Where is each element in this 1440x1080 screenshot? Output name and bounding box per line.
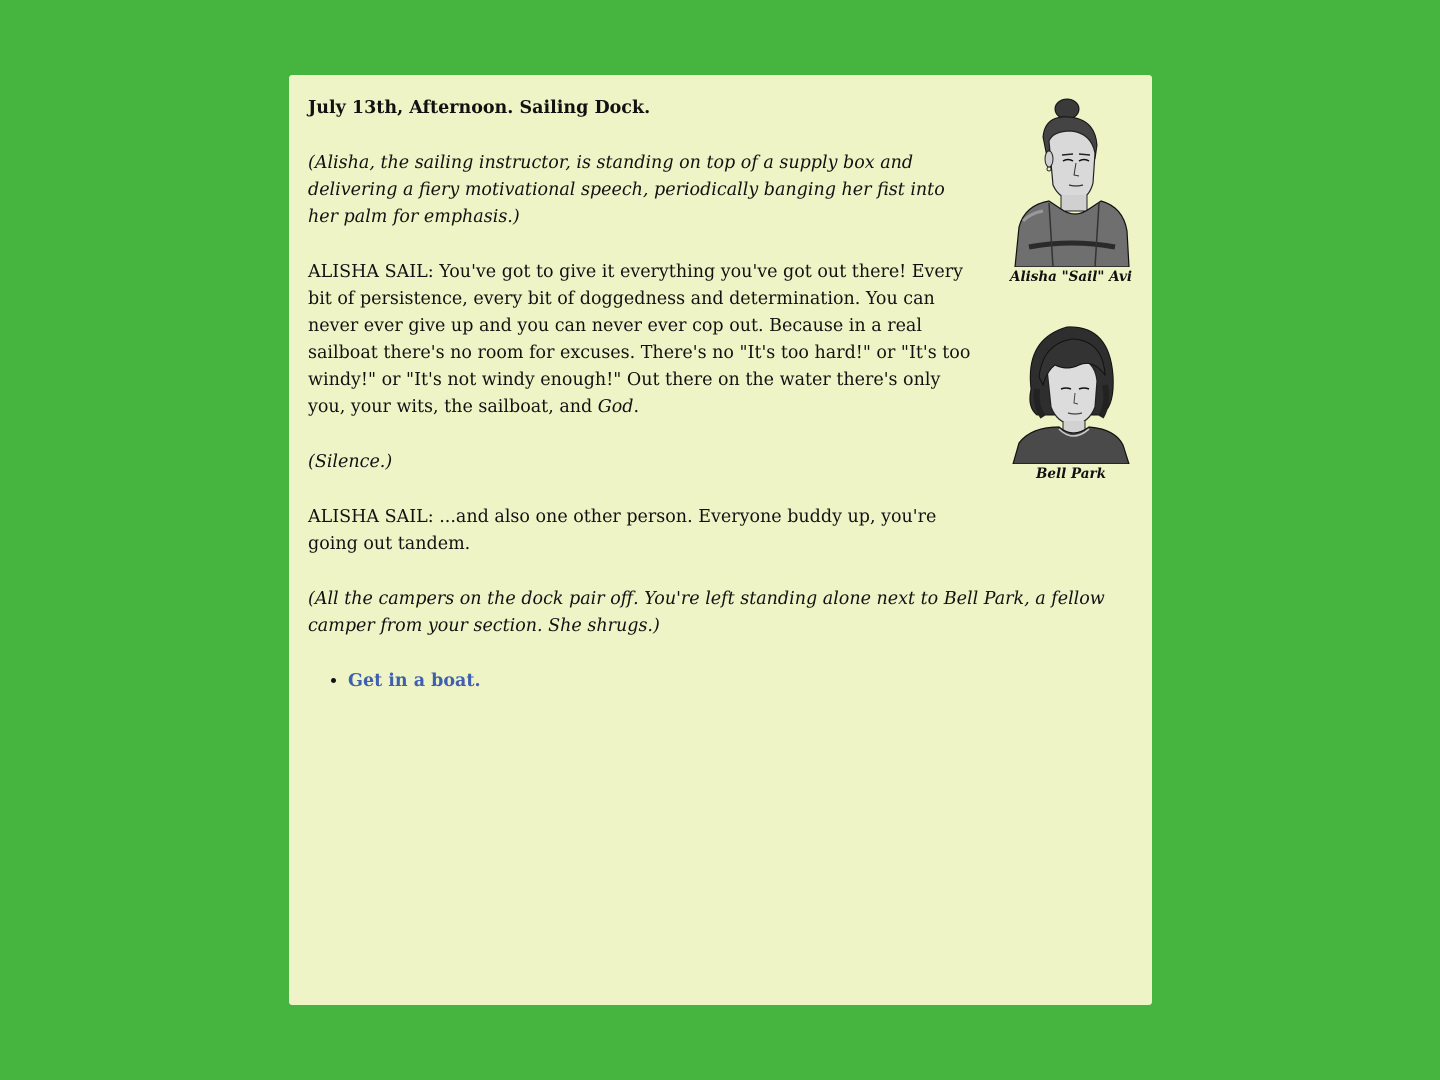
alisha-portrait-icon bbox=[1009, 97, 1133, 267]
dialogue-text: ALISHA SAIL: You've got to give it everything you've got out there! Every bit of persistence, every bit of doggedness and determination. You can never ever give up and you can never ever cop out. Because in a real sailboat there's no room for excuses. There's no "It's too hard!" or "It's too windy!" or "It's not windy enough!" Out there on the water there's only you, your wits, the sailboat, and bbox=[308, 262, 971, 417]
dialogue-punctuation: . bbox=[633, 397, 640, 417]
choice-list bbox=[308, 668, 1133, 695]
portrait-caption-bell: Bell Park bbox=[1036, 466, 1106, 482]
dialogue-paragraph: ALISHA SAIL: ...and also one other person. Everyone buddy up, you're going out tandem. bbox=[308, 507, 937, 554]
scene-heading: July 13th, Afternoon. Sailing Dock. bbox=[308, 98, 651, 118]
choice-link-get-in-boat[interactable]: Get in a boat. bbox=[348, 671, 481, 691]
portrait-caption-alisha: Alisha "Sail" Avi bbox=[1009, 269, 1132, 285]
dialogue-emphasis: God bbox=[597, 397, 634, 417]
portrait-column bbox=[996, 97, 1146, 516]
stage-direction: (Alisha, the sailing instructor, is standing on top of a supply box and delivering a fiery motivational speech, periodically banging her fist into her palm for emphasis.) bbox=[308, 153, 945, 227]
story-passage bbox=[289, 75, 1152, 1005]
portrait-alisha bbox=[996, 97, 1146, 285]
choice-item bbox=[348, 668, 1133, 695]
stage-direction: (All the campers on the dock pair off. You're left standing alone next to Bell Park, a fellow camper from your section. She shrugs.) bbox=[308, 589, 1105, 636]
stage-direction: (Silence.) bbox=[308, 452, 393, 472]
bell-portrait-icon bbox=[1009, 319, 1133, 464]
portrait-bell bbox=[996, 319, 1146, 482]
